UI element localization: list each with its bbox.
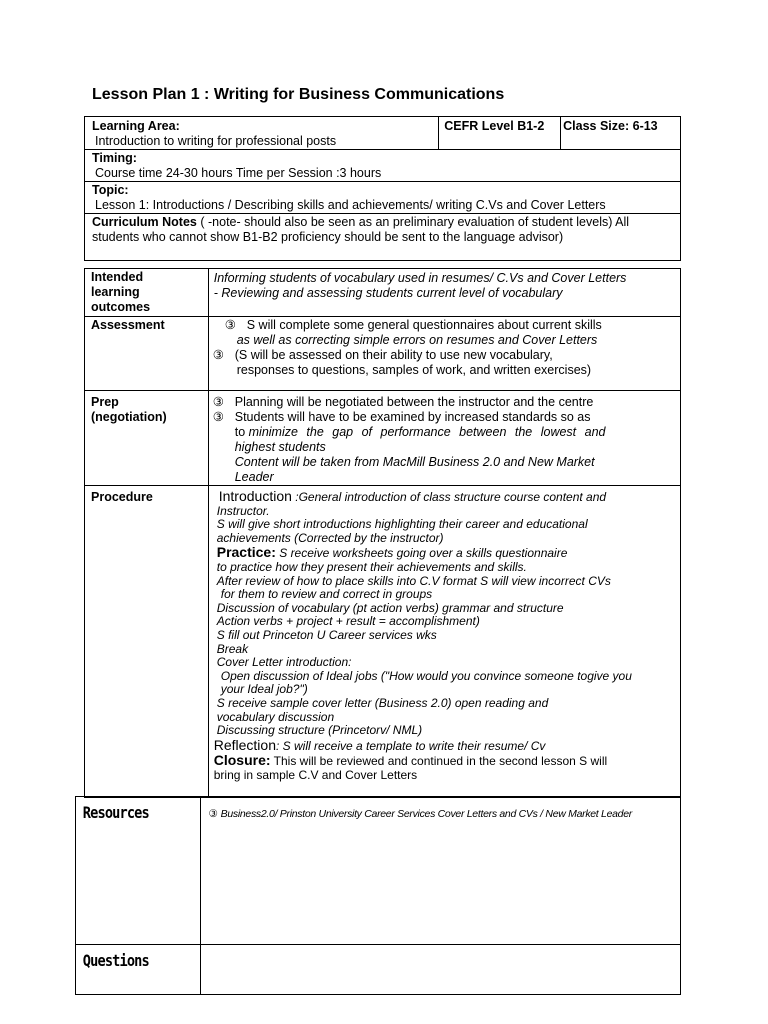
questions-label: Questions — [82, 951, 149, 970]
curriculum-notes-cell — [85, 214, 681, 261]
prep-item-2b-plain: to — [234, 425, 249, 439]
header-table — [84, 116, 681, 261]
timing-value: Course time 24-30 hours Time per Session :3 hours — [95, 166, 382, 180]
topic-value: Lesson 1: Introductions / Describing skills and achievements/ writing C.Vs and Cover Letters — [95, 198, 606, 212]
procedure-line: After review of how to place skills into C.V format S will view incorrect CVs — [216, 573, 611, 588]
assessment-item-1a: S will complete some general questionnaires about current skills — [246, 318, 602, 332]
introduction-heading: Introduction — [218, 488, 292, 504]
topic-cell — [85, 182, 681, 214]
closure-heading: Closure: — [213, 752, 271, 769]
resources-content-cell — [200, 797, 680, 945]
bullet-icon: ③ — [224, 318, 236, 332]
prep-item-2b: minimize the gap of performance between the lowest and — [248, 425, 606, 439]
prep-item-1: Planning will be negotiated between the instructor and the centre — [234, 395, 594, 409]
bullet-icon: ③ — [212, 410, 224, 424]
reflection-heading: Reflection — [213, 736, 276, 753]
procedure-line: Break — [216, 641, 249, 656]
cefr-cell — [439, 117, 561, 150]
procedure-label: Procedure — [91, 490, 153, 504]
prep-item-2a: Students will have to be examined by increased standards so as — [234, 410, 591, 424]
bullet-icon: ③ — [212, 395, 224, 409]
topic-label: Topic: — [92, 183, 129, 197]
procedure-line: to practice how they present their achievements and skills. — [216, 559, 527, 574]
prep-label-cell — [85, 391, 209, 486]
practice-text: S receive worksheets going over a skills questionnaire — [275, 546, 568, 561]
outcomes-content-cell — [208, 269, 680, 317]
questions-label-cell — [76, 945, 201, 995]
assessment-content-cell — [208, 317, 680, 391]
assessment-label: Assessment — [91, 318, 165, 332]
procedure-line: Cover Letter introduction: — [216, 655, 352, 670]
procedure-line: S fill out Princeton U Career services wks — [216, 627, 437, 642]
curriculum-notes-value: ( -note- should also be seen as an preliminary evaluation of student levels) All students who cannot show B1-B2 proficiency should be sent to the language advisor) — [92, 215, 630, 244]
reflection-text: : S will receive a template to write their resume/ Cv — [276, 738, 546, 753]
resources-label-cell — [76, 797, 201, 945]
prep-item-3a: Content will be taken from MacMill Business 2.0 and New Market — [234, 455, 595, 469]
procedure-line: vocabulary discussion — [216, 709, 335, 724]
procedure-line: Discussing structure (Princetorv/ NML) — [216, 723, 423, 738]
prep-content-cell — [208, 391, 680, 486]
practice-heading: Practice: — [216, 544, 276, 561]
procedure-line: for them to review and correct in groups — [220, 587, 433, 602]
assessment-item-2a: (S will be assessed on their ability to use new vocabulary, — [234, 348, 553, 362]
learning-area-cell — [85, 117, 439, 150]
assessment-item-2b: responses to questions, samples of work, and written exercises) — [236, 363, 592, 377]
learning-area-label: Learning Area: — [92, 119, 180, 133]
cefr-level: CEFR Level B1-2 — [444, 119, 545, 133]
class-size-cell — [561, 117, 681, 150]
prep-label: Prep (negotiation) — [91, 395, 167, 424]
outcomes-label-cell — [85, 269, 209, 317]
prep-item-2c: highest students — [234, 440, 326, 454]
questions-content-cell — [200, 945, 680, 995]
procedure-line: Instructor. — [216, 503, 270, 518]
procedure-line: Open discussion of Ideal jobs ("How would you convince someone togive you — [220, 668, 632, 683]
timing-cell — [85, 150, 681, 182]
procedure-line: S will give short introductions highlighting their career and educational — [216, 517, 588, 532]
closure-text: This will be reviewed and continued in the second lesson S will — [270, 754, 608, 769]
procedure-line: Discussion of vocabulary (pt action verbs) grammar and structure — [216, 600, 564, 615]
procedure-line: your Ideal job?") — [220, 682, 308, 697]
page-title: Lesson Plan 1 : Writing for Business Communications — [92, 86, 505, 103]
curriculum-notes-label: Curriculum Notes — [92, 215, 197, 229]
introduction-text: :General introduction of class structure course content and — [291, 490, 607, 504]
class-size: Class Size: 6-13 — [563, 119, 658, 133]
learning-area-value: Introduction to writing for professional posts — [95, 134, 337, 148]
assessment-label-cell — [85, 317, 209, 391]
outcome-line-1: Informing students of vocabulary used in resumes/ C.Vs and Cover Letters — [213, 271, 627, 285]
outcomes-label: Intended learning outcomes — [91, 270, 151, 314]
assessment-item-1b: as well as correcting simple errors on resumes and Cover Letters — [236, 333, 598, 347]
prep-item-3b: Leader — [234, 470, 274, 484]
plan-table — [84, 268, 681, 798]
procedure-line: achievements (Corrected by the instructor) — [216, 530, 444, 545]
resources-table — [75, 796, 681, 995]
bullet-icon: ③ — [212, 348, 224, 362]
procedure-label-cell — [85, 486, 209, 798]
procedure-content-cell — [208, 486, 680, 798]
procedure-line: S receive sample cover letter (Business 2.0) open reading and — [216, 695, 549, 710]
timing-label: Timing: — [92, 151, 137, 165]
resources-text: Business2.0/ Prinston University Career Services Cover Letters and CVs / New Market Leader — [220, 808, 632, 820]
resources-label: Resources — [82, 803, 149, 822]
procedure-line: Action verbs + project + result = accomplishment) — [216, 614, 480, 629]
outcome-line-2: - Reviewing and assessing students current level of vocabulary — [213, 286, 563, 300]
bullet-icon: ③ — [208, 808, 218, 820]
closure-text-2: bring in sample C.V and Cover Letters — [213, 767, 418, 782]
